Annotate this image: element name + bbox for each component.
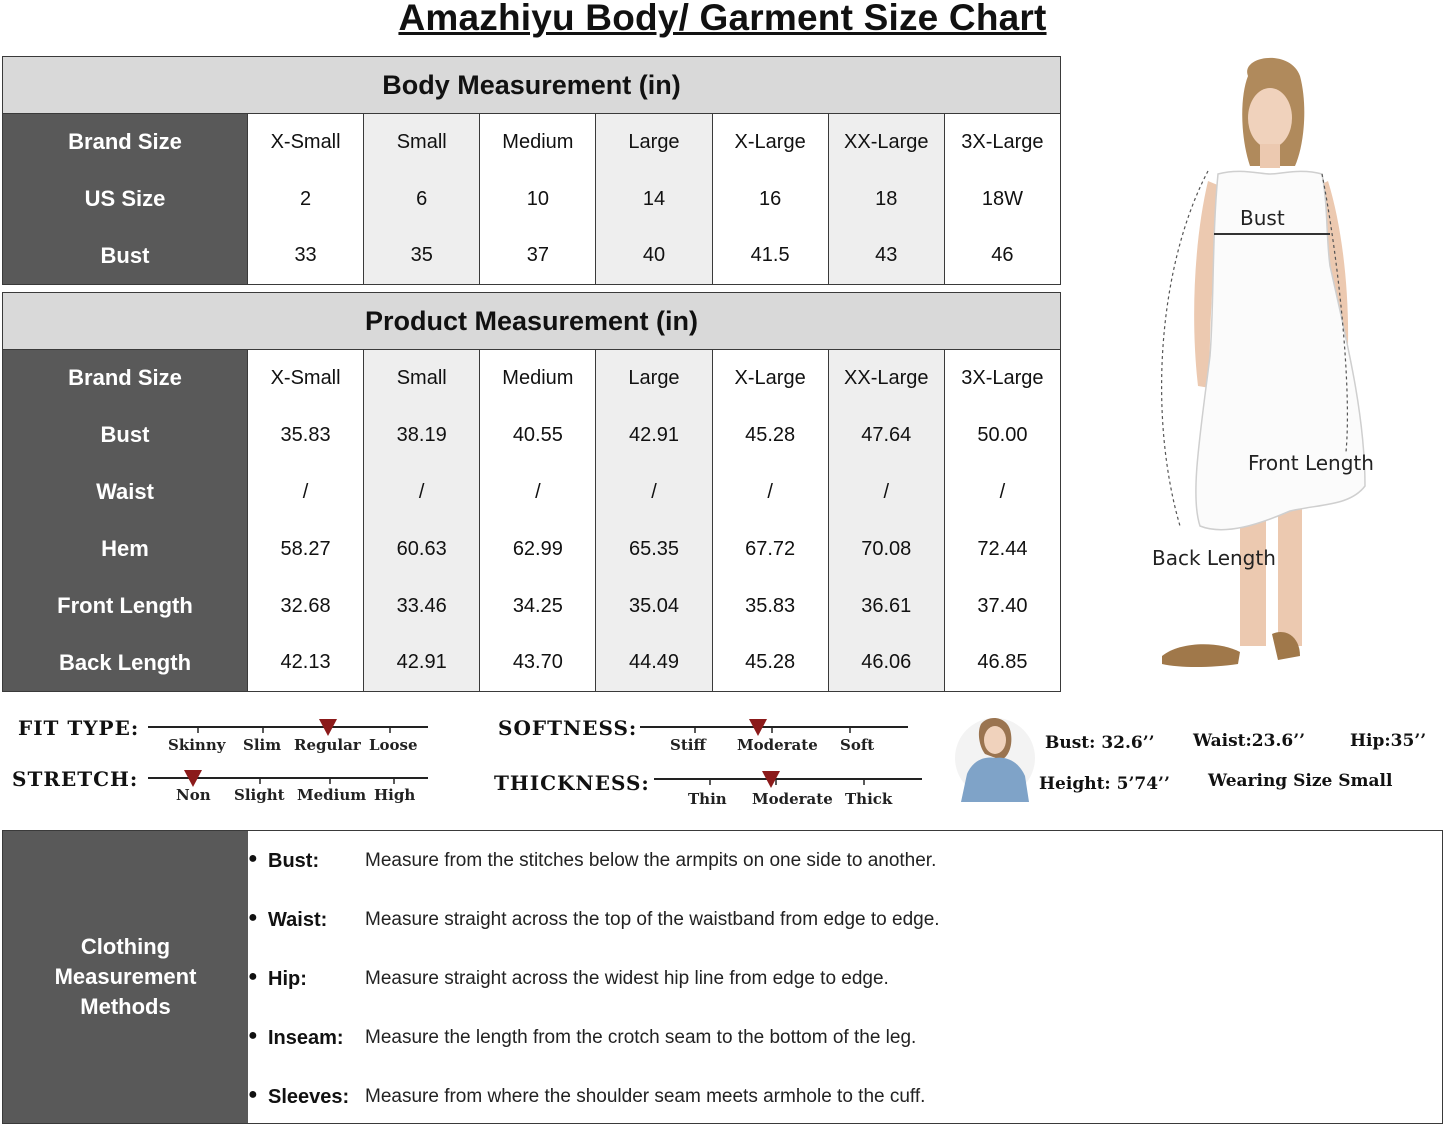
neck-shape <box>1260 144 1280 168</box>
cell: Medium <box>480 350 596 407</box>
cell: 46 <box>944 228 1060 285</box>
dress-front-length-label: Front Length <box>1248 451 1374 475</box>
cell: 33 <box>248 228 364 285</box>
face-shape <box>1248 88 1292 148</box>
model-height: Height: 5’74’’ <box>1039 774 1170 794</box>
cell: 16 <box>712 171 828 228</box>
row-label: Front Length <box>3 578 248 635</box>
method-term: Waist: <box>268 909 328 931</box>
row-label: Brand Size <box>3 350 248 407</box>
left-sandal-shape <box>1162 644 1240 667</box>
cell: XX-Large <box>828 114 944 171</box>
softness-option: Moderate <box>737 736 818 754</box>
stretch-option: Slight <box>234 786 285 804</box>
row-label: Brand Size <box>3 114 248 171</box>
softness-label: SOFTNESS: <box>498 716 638 740</box>
bullet-icon: ● <box>248 1086 258 1103</box>
softness-option: Stiff <box>670 736 706 754</box>
cell: 35 <box>364 228 480 285</box>
bullet-icon: ● <box>248 909 258 926</box>
cell: 67.72 <box>712 521 828 578</box>
stretch-option: Non <box>176 786 211 804</box>
dress-bust-label: Bust <box>1240 206 1285 230</box>
model-waist: Waist:23.6’’ <box>1193 731 1306 751</box>
cell: 34.25 <box>480 578 596 635</box>
cell: / <box>712 464 828 521</box>
stretch-scale <box>148 767 432 787</box>
cell: 60.63 <box>364 521 480 578</box>
cell: Large <box>596 114 712 171</box>
cell: 35.04 <box>596 578 712 635</box>
method-term: Bust: <box>268 850 320 872</box>
cell: 45.28 <box>712 407 828 464</box>
cell: 43.70 <box>480 635 596 692</box>
cell: Medium <box>480 114 596 171</box>
cell: 50.00 <box>944 407 1060 464</box>
fit-option: Regular <box>294 736 361 754</box>
cell: 44.49 <box>596 635 712 692</box>
product-table-heading: Product Measurement (in) <box>3 293 1061 350</box>
cell: 41.5 <box>712 228 828 285</box>
stretch-label: STRETCH: <box>12 767 139 791</box>
product-measurement-table <box>2 292 1061 692</box>
row-label: Bust <box>3 228 248 285</box>
cell: X-Large <box>712 350 828 407</box>
cell: Small <box>364 350 480 407</box>
cell: / <box>480 464 596 521</box>
cell: 37 <box>480 228 596 285</box>
cell: X-Large <box>712 114 828 171</box>
cell: 10 <box>480 171 596 228</box>
thickness-label: THICKNESS: <box>494 771 650 795</box>
methods-side-label: Clothing Measurement Methods <box>54 934 197 1019</box>
method-term: Inseam: <box>268 1027 344 1049</box>
model-hip: Hip:35’’ <box>1350 731 1427 751</box>
cell: 6 <box>364 171 480 228</box>
fit-option: Slim <box>243 736 282 754</box>
cell: 72.44 <box>944 521 1060 578</box>
cell: / <box>248 464 364 521</box>
method-desc: Measure from the stitches below the armpits on one side to another. <box>365 850 937 871</box>
body-table-heading: Body Measurement (in) <box>3 57 1061 114</box>
thickness-option: Thick <box>845 790 893 808</box>
cell: 3X-Large <box>944 114 1060 171</box>
dress-model-illustration <box>1090 56 1440 676</box>
cell: 35.83 <box>712 578 828 635</box>
cell: / <box>944 464 1060 521</box>
cell: 37.40 <box>944 578 1060 635</box>
cell: 46.85 <box>944 635 1060 692</box>
row-label: Waist <box>3 464 248 521</box>
cell: 18 <box>828 171 944 228</box>
stretch-option: High <box>374 786 416 804</box>
cell: 70.08 <box>828 521 944 578</box>
cell: 36.61 <box>828 578 944 635</box>
bullet-icon: ● <box>248 1027 258 1044</box>
bullet-icon: ● <box>248 968 258 985</box>
cell: 47.64 <box>828 407 944 464</box>
cell: 38.19 <box>364 407 480 464</box>
cell: 40 <box>596 228 712 285</box>
dress-back-length-label: Back Length <box>1152 546 1276 570</box>
method-term: Sleeves: <box>268 1086 350 1108</box>
row-label: Hem <box>3 521 248 578</box>
cell: 35.83 <box>248 407 364 464</box>
cell: 40.55 <box>480 407 596 464</box>
cell: Large <box>596 350 712 407</box>
thickness-option: Thin <box>688 790 727 808</box>
softness-option: Soft <box>840 736 875 754</box>
cell: XX-Large <box>828 350 944 407</box>
model-bust: Bust: 32.6’’ <box>1045 733 1155 753</box>
cell: / <box>828 464 944 521</box>
methods-side-label-wrap <box>3 831 248 1123</box>
cell: 18W <box>944 171 1060 228</box>
method-desc: Measure the length from the crotch seam to the bottom of the leg. <box>365 1027 917 1048</box>
cell: 3X-Large <box>944 350 1060 407</box>
cell: 2 <box>248 171 364 228</box>
cell: Small <box>364 114 480 171</box>
fit-type-label: FIT TYPE: <box>18 716 140 740</box>
cell: 43 <box>828 228 944 285</box>
method-desc: Measure straight across the widest hip line from edge to edge. <box>365 968 889 989</box>
cell: X-Small <box>248 114 364 171</box>
method-desc: Measure straight across the top of the waistband from edge to edge. <box>365 909 940 930</box>
stretch-option: Medium <box>297 786 367 804</box>
cell: / <box>596 464 712 521</box>
cell: 42.91 <box>364 635 480 692</box>
model-photo <box>955 714 1035 804</box>
softness-scale <box>640 716 912 736</box>
fit-option: Loose <box>369 736 418 754</box>
cell: 65.35 <box>596 521 712 578</box>
cell: / <box>364 464 480 521</box>
fit-type-scale <box>148 716 432 736</box>
row-label: US Size <box>3 171 248 228</box>
cell: 45.28 <box>712 635 828 692</box>
cell: 32.68 <box>248 578 364 635</box>
method-desc: Measure from where the shoulder seam meets armhole to the cuff. <box>365 1086 926 1107</box>
cell: 46.06 <box>828 635 944 692</box>
bullet-icon: ● <box>248 850 258 867</box>
chart-title-wrap <box>0 0 1445 48</box>
cell: 33.46 <box>364 578 480 635</box>
body-measurement-table <box>2 56 1061 285</box>
fit-option: Skinny <box>168 736 226 754</box>
cell: 58.27 <box>248 521 364 578</box>
row-label: Bust <box>3 407 248 464</box>
chart-title: Amazhiyu Body/ Garment Size Chart <box>398 0 1047 38</box>
cell: 42.13 <box>248 635 364 692</box>
thickness-option: Moderate <box>752 790 833 808</box>
cell: 14 <box>596 171 712 228</box>
right-leg-shape <box>1278 496 1302 646</box>
cell: 62.99 <box>480 521 596 578</box>
cell: 42.91 <box>596 407 712 464</box>
method-term: Hip: <box>268 968 307 990</box>
thickness-scale <box>654 768 926 788</box>
row-label: Back Length <box>3 635 248 692</box>
cell: X-Small <box>248 350 364 407</box>
model-wearing-size: Wearing Size Small <box>1208 771 1393 791</box>
